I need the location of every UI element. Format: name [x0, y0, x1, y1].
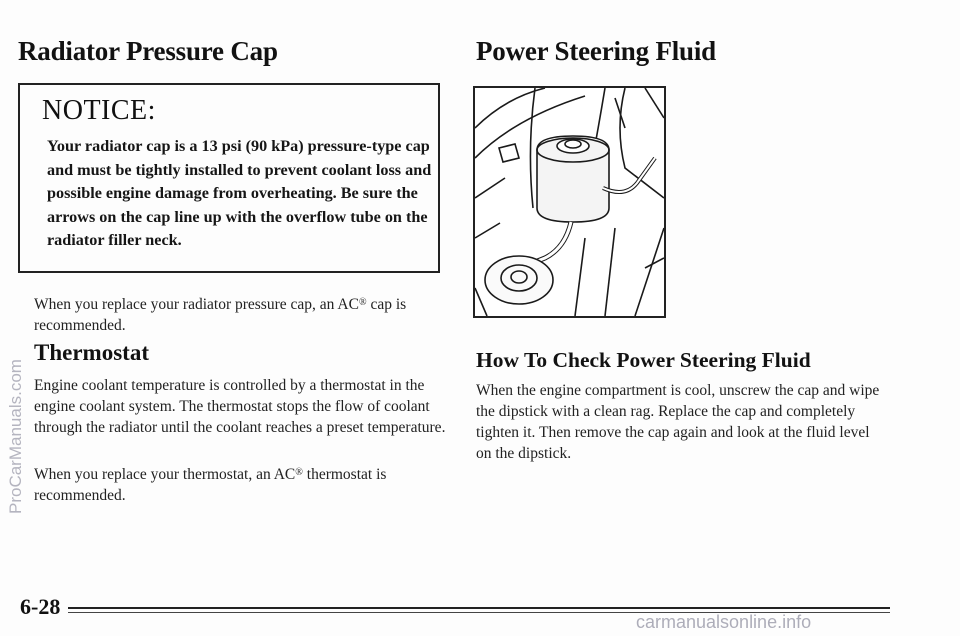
- check-power-steering-paragraph: When the engine compartment is cool, unscrew the cap and wipe the dipstick with a clean rag. Replace the cap and completely tighten it. Then remove the cap again and look at the fluid level on the dipstick.: [476, 382, 880, 462]
- page-number: 6-28: [20, 594, 61, 619]
- check-power-steering-title: How To Check Power Steering Fluid: [476, 348, 811, 372]
- power-steering-reservoir-figure: [473, 86, 666, 318]
- registered-mark: ®: [358, 297, 367, 308]
- thermostat-paragraph: Engine coolant temperature is controlled by a thermostat in the engine coolant system. The thermostat stops the flow of coolant through the radiator until the coolant reaches a preset temperature.: [34, 377, 446, 436]
- radiator-cap-title: Radiator Pressure Cap: [18, 36, 278, 66]
- thermostat-replace-paragraph: When you replace your thermostat, an AC® thermostat is recommended.: [34, 466, 387, 504]
- radiator-cap-paragraph: When you replace your radiator pressure cap, an AC® cap is recommended.: [34, 296, 407, 334]
- notice-text: Your radiator cap is a 13 psi (90 kPa) pressure-type cap and must be tightly installed to prevent coolant loss and possible engine damage from overheating. Be sure the arrows on the cap line up with the overflow tube on the radiator filler neck.: [47, 137, 432, 249]
- thermostat-title: Thermostat: [34, 340, 149, 365]
- engine-reservoir-illustration-icon: [475, 88, 664, 316]
- power-steering-title: Power Steering Fluid: [476, 36, 716, 66]
- registered-mark: ®: [295, 467, 303, 478]
- watermark-left: ProCarManuals.com: [6, 359, 25, 514]
- notice-heading: NOTICE:: [42, 95, 156, 126]
- footer-rule: [68, 607, 890, 609]
- notice-box: [18, 83, 440, 273]
- watermark-bottom: carmanualsonline.info: [636, 612, 812, 632]
